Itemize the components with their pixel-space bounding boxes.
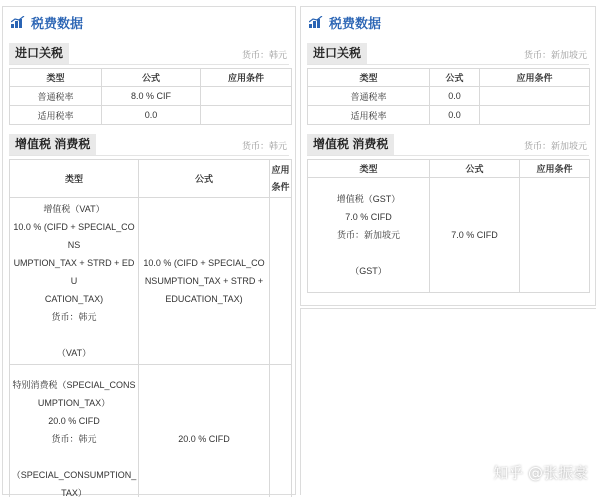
type-line: UMPTION_TAX + STRD + EDU (13, 258, 135, 286)
formula-line: NSUMPTION_TAX + STRD + (144, 276, 264, 286)
column-header: 公式 (430, 160, 520, 178)
vat-header (9, 134, 289, 156)
type-line: 货币：新加坡元 (336, 230, 400, 240)
import-duty-table (9, 68, 292, 125)
column-header: 应用条件 (201, 69, 292, 87)
type-line: 20.0 % CIFD (48, 415, 100, 426)
column-header: 公式 (139, 160, 270, 198)
import-duty-header (307, 43, 589, 65)
type-line: 货币：韩元 (51, 312, 97, 322)
condition-cell (201, 106, 292, 125)
condition-cell (520, 178, 590, 293)
currency-label: 货币：新加坡元 (523, 50, 587, 60)
column-header: 类型 (10, 160, 139, 198)
type-line: 10.0 % (CIFD + SPECIAL_CONS (13, 222, 135, 250)
watermark: 知乎 @张振豪 (493, 464, 588, 482)
table-row (308, 87, 590, 106)
panel-title: 税费数据 (31, 15, 84, 31)
formula-cell: 7.0 % CIFD (430, 178, 520, 293)
type-cell (10, 198, 139, 365)
type-line: 货币：韩元 (51, 433, 97, 444)
column-header: 公式 (430, 69, 480, 87)
table-row (10, 87, 292, 106)
condition-cell (480, 106, 590, 125)
bar-chart-icon (11, 16, 25, 28)
type-cell (308, 178, 430, 293)
condition-cell (270, 365, 292, 497)
formula-cell: 8.0 % CIF (102, 87, 201, 106)
column-header: 公式 (102, 69, 201, 87)
formula-cell: 20.0 % CIFD (139, 365, 270, 497)
panel-title: 税费数据 (329, 15, 382, 31)
column-header: 应用条件 (480, 69, 590, 87)
formula-line: 10.0 % (CIFD + SPECIAL_CO (143, 258, 265, 268)
type-line: （SPECIAL_CONSUMPTION_ (11, 469, 137, 480)
currency-label: 货币：韩元 (241, 50, 287, 60)
type-line (309, 244, 428, 262)
type-cell (10, 365, 139, 497)
formula-cell: 0.0 (430, 87, 480, 106)
formula-line: EDUCATION_TAX) (165, 294, 243, 304)
section-title: 进口关税 (307, 43, 367, 64)
type-line: TAX） (61, 487, 87, 497)
panel-header (301, 7, 595, 37)
type-cell: 普通税率 (308, 87, 430, 106)
vat-table (9, 159, 292, 497)
import-duty-header (9, 43, 289, 65)
vat-header (307, 134, 589, 156)
type-line: 特别消费税（SPECIAL_CONS (12, 379, 136, 390)
type-cell: 适用税率 (10, 106, 102, 125)
type-line (11, 448, 137, 466)
left-panel (2, 6, 296, 495)
section-title: 增值税 消费税 (9, 134, 96, 155)
type-cell: 适用税率 (308, 106, 430, 125)
type-line: 增值税（GST） (336, 194, 401, 204)
formula-cell: 0.0 (102, 106, 201, 125)
section-title: 增值税 消费税 (307, 134, 394, 155)
type-line: CATION_TAX) (44, 294, 104, 304)
column-header: 应用条件 (520, 160, 590, 178)
column-header: 类型 (10, 69, 102, 87)
right-panel (300, 6, 596, 306)
type-line (11, 326, 137, 344)
import-duty-table (307, 68, 590, 125)
column-header (270, 160, 292, 198)
table-row (10, 106, 292, 125)
column-header-line: 条件 (271, 181, 290, 192)
condition-cell (201, 87, 292, 106)
table-row (10, 365, 292, 497)
table-row (308, 178, 590, 293)
currency-label: 货币：新加坡元 (523, 141, 587, 151)
type-line: UMPTION_TAX） (37, 397, 111, 408)
formula-cell (139, 198, 270, 365)
column-header: 类型 (308, 160, 430, 178)
vat-table (307, 159, 590, 293)
table-row (308, 106, 590, 125)
formula-cell: 0.0 (430, 106, 480, 125)
type-line: （VAT） (56, 348, 92, 358)
bar-chart-icon (309, 16, 323, 28)
column-header: 类型 (308, 69, 430, 87)
condition-cell (480, 87, 590, 106)
panel-header (3, 7, 295, 37)
currency-label: 货币：韩元 (241, 141, 287, 151)
column-header-line: 应用 (271, 164, 290, 175)
section-title: 进口关税 (9, 43, 69, 64)
table-row (10, 198, 292, 365)
type-line: 增值税（VAT） (43, 204, 105, 214)
type-line: 7.0 % CIFD (345, 212, 392, 222)
type-line: （GST） (350, 266, 387, 276)
condition-cell (270, 198, 292, 365)
type-cell: 普通税率 (10, 87, 102, 106)
